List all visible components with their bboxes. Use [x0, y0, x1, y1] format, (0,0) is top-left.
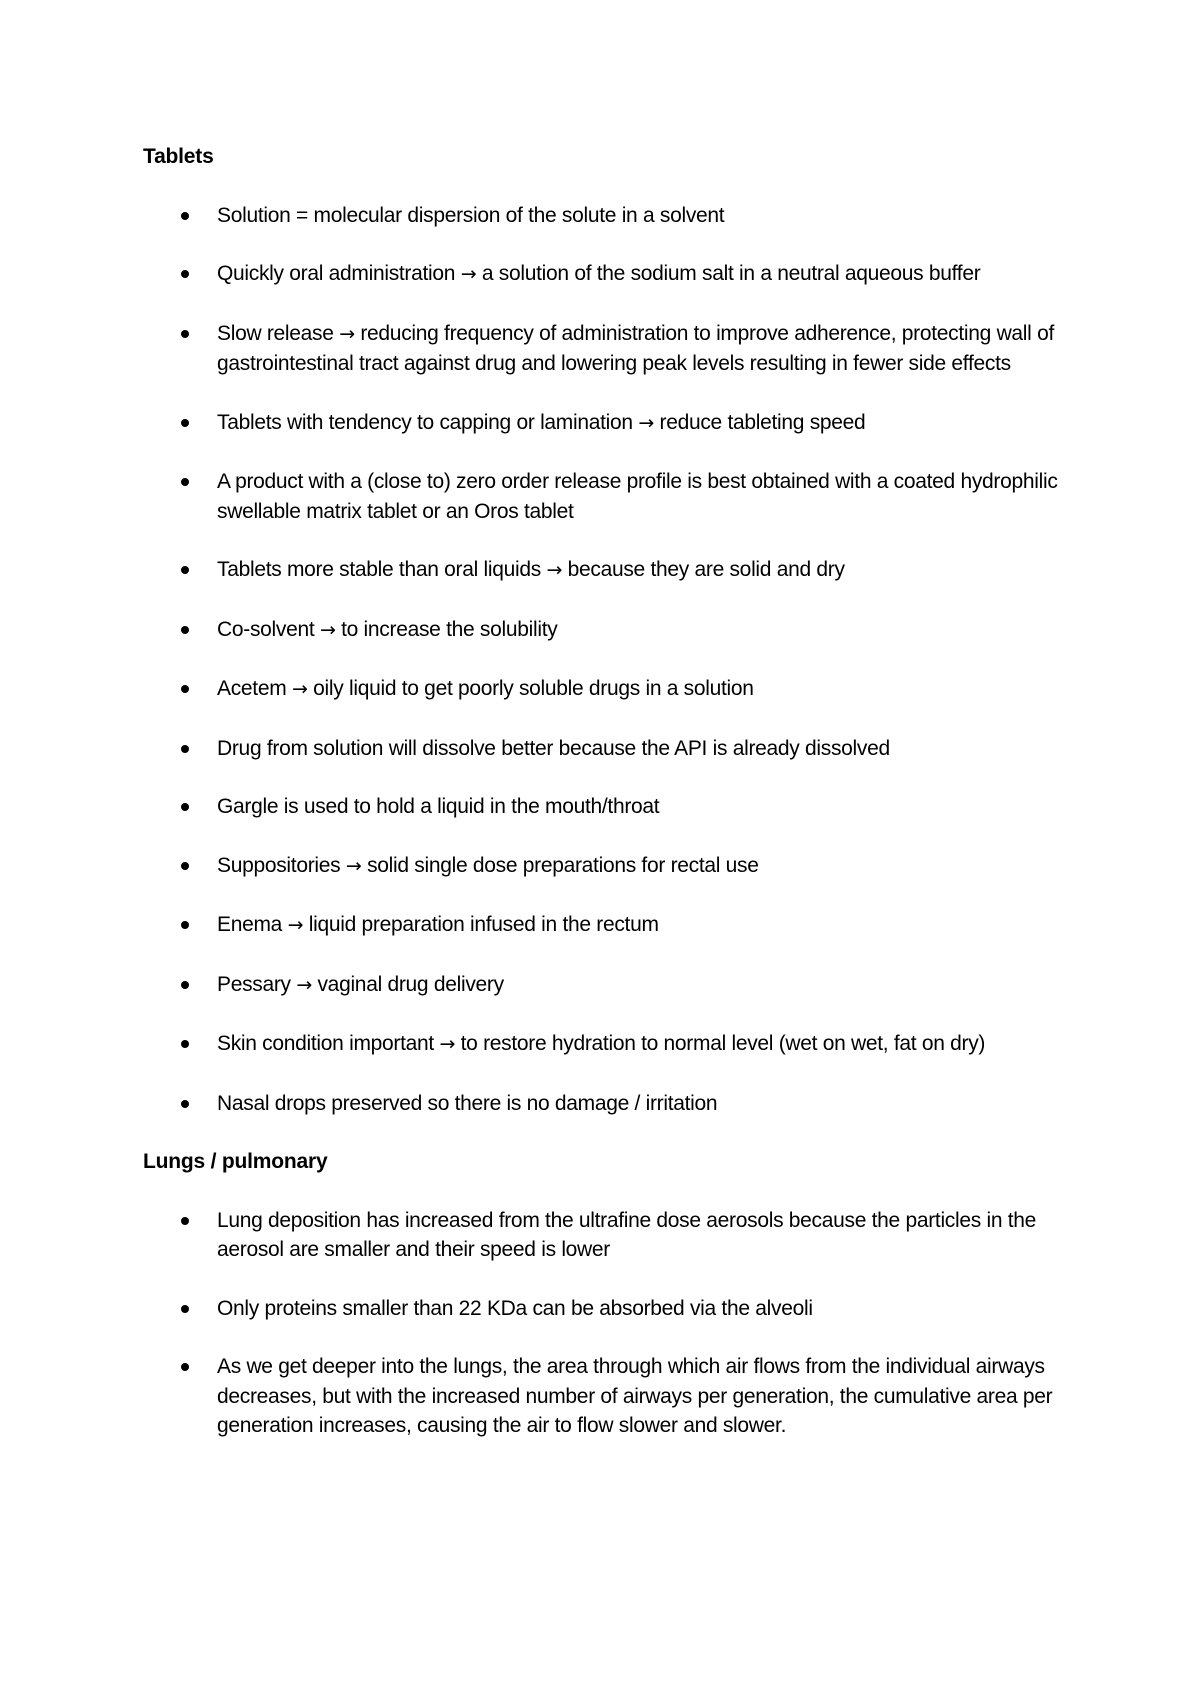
list-item — [143, 467, 1063, 526]
item-text: Suppositories — [217, 853, 341, 877]
item-text: Tablets with tendency to capping or lamination — [217, 410, 633, 434]
item-text-continued: to restore hydration to normal level (wet on wet, fat on dry) — [460, 1032, 986, 1055]
bullet-icon — [181, 803, 189, 811]
item-text: Slow release — [217, 321, 334, 345]
bullet-icon — [181, 1305, 189, 1313]
item-text: Drug from solution will dissolve better because the API is already dissolved — [217, 736, 890, 760]
bullet-icon — [181, 1217, 189, 1225]
list-item — [143, 201, 1063, 231]
item-text: Quickly oral administration — [217, 262, 456, 285]
arrow-right-icon: → — [287, 914, 304, 936]
bullet-icon — [181, 981, 189, 989]
bullet-icon — [181, 1363, 189, 1371]
list-item — [143, 555, 1063, 586]
document-page — [143, 142, 1063, 1470]
list-item — [143, 674, 1063, 705]
list-item — [143, 970, 1063, 1001]
list-item — [143, 1294, 1063, 1324]
item-text-continued: a solution of the sodium salt in a neutral aqueous buffer — [481, 262, 981, 285]
item-text: Only proteins smaller than 22 KDa can be absorbed via the alveoli — [217, 1296, 813, 1320]
bullet-icon — [181, 626, 189, 634]
list-item — [143, 259, 1063, 290]
bullet-icon — [181, 330, 189, 338]
item-text: Nasal drops preserved so there is no damage / irritation — [217, 1091, 718, 1115]
section-heading: Tablets — [143, 145, 214, 168]
item-text-continued: to increase the solubility — [341, 617, 558, 641]
section-heading: Lungs / pulmonary — [143, 1150, 328, 1173]
bullet-list — [143, 201, 1063, 1119]
list-item — [143, 1206, 1063, 1265]
bullet-icon — [181, 1100, 189, 1108]
list-item — [143, 615, 1063, 646]
arrow-right-icon: → — [638, 411, 654, 434]
item-text: Skin condition important — [217, 1032, 434, 1055]
arrow-right-icon: → — [296, 973, 312, 996]
bullet-icon — [181, 862, 189, 870]
item-text-continued: reducing frequency of administration to improve adherence, protecting wall of gastrointestinal tract against drug and lowering peak levels resulting in fewer side effects — [217, 321, 1054, 375]
item-text: Acetem — [217, 677, 287, 700]
arrow-right-icon: → — [345, 854, 362, 877]
arrow-right-icon: → — [339, 322, 355, 345]
bullet-icon — [181, 1040, 189, 1048]
bullet-icon — [181, 566, 189, 574]
item-text: Gargle is used to hold a liquid in the mouth/throat — [217, 795, 660, 818]
item-text: Solution = molecular dispersion of the solute in a solvent — [217, 203, 725, 227]
arrow-right-icon: → — [460, 263, 477, 285]
bullet-icon — [181, 419, 189, 427]
item-text-continued: solid single dose preparations for rectal use — [367, 853, 759, 877]
item-text: As we get deeper into the lungs, the area through which air flows from the individual airways decreases, but with the increased number of airways per generation, the cumulative area per generation increases, causing the air to flow slower and slower. — [217, 1355, 1053, 1437]
bullet-icon — [181, 745, 189, 753]
item-text-continued: because they are solid and dry — [567, 558, 845, 581]
list-item — [143, 851, 1063, 882]
list-item — [143, 792, 1063, 822]
item-text: Co-solvent — [217, 617, 315, 641]
list-item — [143, 1029, 1063, 1060]
arrow-right-icon: → — [291, 678, 308, 700]
list-item — [143, 1352, 1063, 1441]
item-text: Pessary — [217, 972, 291, 996]
item-text: Enema — [217, 913, 283, 936]
bullet-list — [143, 1206, 1063, 1441]
bullet-icon — [181, 921, 189, 929]
bullet-icon — [181, 270, 189, 278]
item-text: Lung deposition has increased from the ultrafine dose aerosols because the particles in the aerosol are smaller and their speed is lower — [217, 1208, 1037, 1261]
section-lungs-pulmonary — [143, 1147, 1063, 1441]
arrow-right-icon: → — [439, 1033, 456, 1055]
list-item — [143, 734, 1063, 764]
item-text: Tablets more stable than oral liquids — [217, 558, 541, 581]
list-item — [143, 319, 1063, 379]
arrow-right-icon: → — [319, 618, 336, 641]
item-text-continued: liquid preparation infused in the rectum — [308, 913, 659, 936]
bullet-icon — [181, 685, 189, 693]
section-tablets — [143, 142, 1063, 1118]
list-item — [143, 1089, 1063, 1119]
bullet-icon — [181, 212, 189, 220]
item-text-continued: oily liquid to get poorly soluble drugs in a solution — [313, 677, 754, 700]
bullet-icon — [181, 478, 189, 486]
item-text-continued: reduce tableting speed — [659, 410, 866, 434]
item-text: A product with a (close to) zero order release profile is best obtained with a coated hydrophilic swellable matrix tablet or an Oros tablet — [217, 470, 1058, 523]
list-item — [143, 408, 1063, 439]
arrow-right-icon: → — [546, 559, 563, 581]
list-item — [143, 910, 1063, 941]
item-text-continued: vaginal drug delivery — [317, 972, 504, 996]
